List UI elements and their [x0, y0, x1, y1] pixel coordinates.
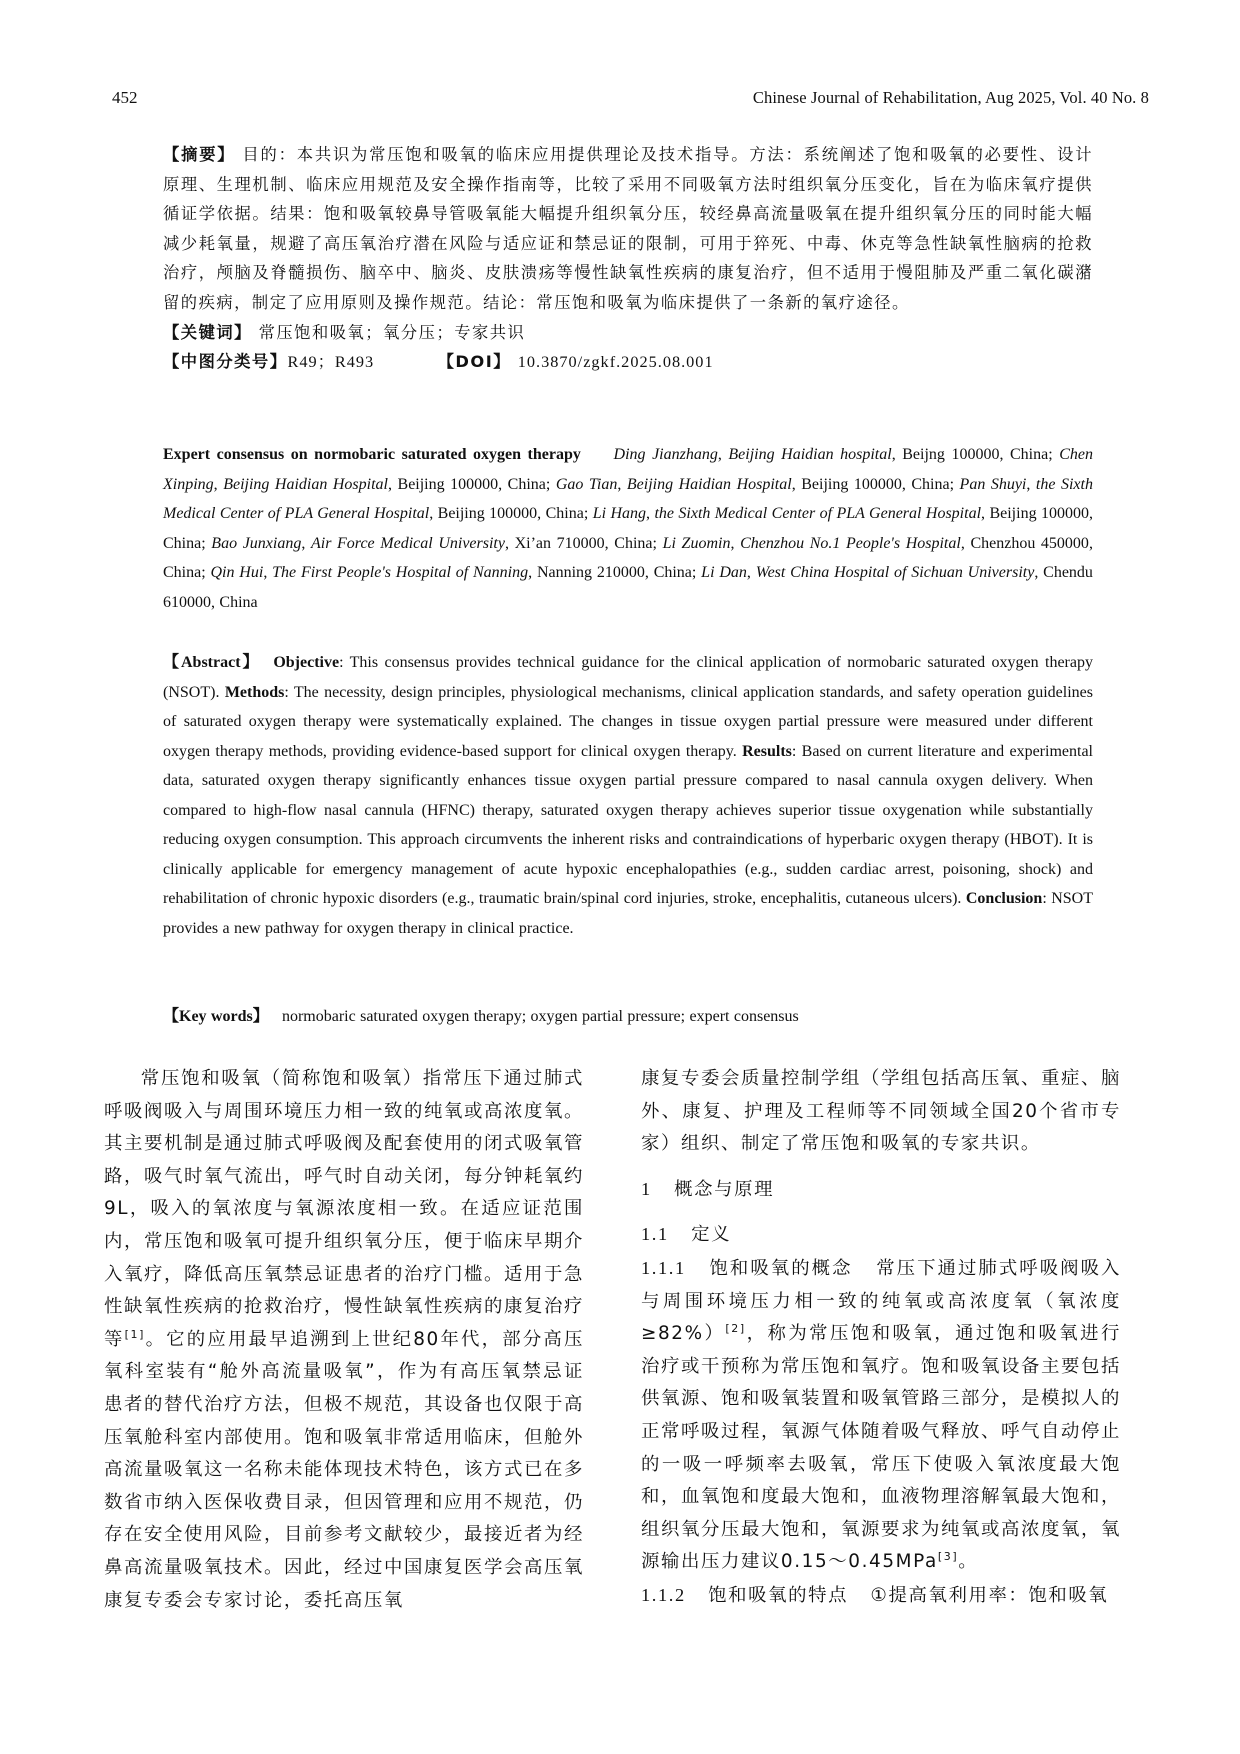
author-city: Beijng 100000 [902, 446, 1000, 463]
keywords-text: 常压饱和吸氧；氧分压；专家共识 [258, 322, 526, 342]
author-affiliation: Beijing Haidian Hospital [626, 475, 792, 493]
author-name: Chen Xinping [163, 446, 1093, 493]
author-affiliation: Beijing Haidian hospital [728, 446, 892, 463]
author-entry: Gao Tian, Beijing Haidian Hospital, Beijing 100000, China; [555, 475, 960, 493]
author-name: Pan Shuyi [959, 475, 1027, 493]
paragraph-text-a: 常压下通过肺式呼吸阀吸入与周围环境压力相一致的纯氧或高浓度氧（氧浓度≥82%） [641, 1257, 1122, 1345]
objective-label: Objective [273, 654, 340, 671]
section-1-heading [641, 1173, 1121, 1207]
author-entry: Li Hang, the Sixth Medical Center of PLA General Hospital, Beijing 100000, China; [163, 505, 1093, 552]
chinese-abstract [163, 140, 1093, 318]
author-city: Xi’an 710000 [514, 534, 605, 552]
author-city: Beijing 100000 [397, 475, 499, 493]
intro-paragraph [104, 1063, 584, 1617]
author-name: Li Hang [592, 505, 647, 522]
author-country: China [911, 475, 950, 493]
paragraph-text-c: 。 [958, 1551, 979, 1573]
page-header [112, 88, 1149, 108]
author-affiliation: Chenzhou No.1 People's Hospital [740, 534, 961, 552]
citation-ref: [3] [937, 1550, 959, 1564]
author-entry: Bao Junxiang, Air Force Medical University, Xi’an 710000, China; [211, 534, 663, 552]
author-name: Qin Hui [210, 564, 264, 581]
author-entry: Li Zuomin, Chenzhou No.1 People's Hospital, Chenzhou 450000, China; [163, 534, 1093, 581]
author-city: Nanning 210000 [536, 564, 645, 581]
section-number: 1.1.1 [641, 1257, 686, 1278]
author-city: Beijing 100000 [437, 505, 538, 522]
author-entry: Li Dan, West China Hospital of Sichuan University, Chendu 610000, China [163, 564, 1093, 611]
section-1-1-2-paragraph [641, 1579, 1121, 1613]
paragraph-text-b: ，称为常压饱和吸氧，通过饱和吸氧进行治疗或干预称为常压饱和氧疗。饱和吸氧设备主要包括供氧源、饱和吸氧装置和吸氧管路三部分，是模拟人的正常呼吸过程，氧源气体随着吸气释放、呼气自动停止的一吸一呼频率去吸氧，常压下使吸入氧浓度最大饱和，血氧饱和度最大饱和，血液物理溶解氧最大饱和，组织氧分压最大饱和，氧源要求为纯氧或高浓度氧，氧源输出压力建议0.15～0.45MPa [641, 1323, 1121, 1573]
author-affiliation: West China Hospital of Sichuan University [755, 564, 1035, 581]
english-keywords-label: 【Key words】 [163, 1008, 269, 1025]
author-country: China [545, 505, 584, 522]
results-label: Results [742, 742, 792, 760]
author-name: Gao Tian [555, 475, 618, 493]
author-list [163, 446, 1093, 611]
author-entry: Chen Xinping, Beijing Haidian Hospital, Beijing 100000, China; [163, 446, 1093, 493]
section-1-1-heading [641, 1218, 1121, 1252]
intro-continuation: 康复专委会质量控制学组（学组包括高压氧、重症、脑外、康复、护理及工程师等不同领域全国20个省市专家）组织、制定了常压饱和吸氧的专家共识。 [641, 1068, 1121, 1155]
author-city: Chenzhou 450000 [970, 534, 1089, 552]
author-country: China [163, 534, 202, 552]
author-city: Beijing 100000 [989, 505, 1089, 522]
section-number: 1.1 [641, 1224, 669, 1245]
author-entry: Ding Jianzhang, Beijing Haidian hospital, Beijng 100000, China; [613, 446, 1060, 463]
doi-value: 10.3870/zgkf.2025.08.001 [517, 351, 714, 371]
english-abstract-label: 【Abstract】 [163, 654, 261, 671]
paragraph-text: ①提高氧利用率：饱和吸氧 [870, 1584, 1109, 1606]
intro-text-b: 。它的应用最早追溯到上世纪80年代，部分高压氧科室装有“舱外高流量吸氧”，作为有高压氧禁忌证患者的替代治疗方法，但极不规范，其设备也仅限于高压氧舱科室内部使用。饱和吸氧非常适用临床，但舱外高流量吸氧这一名称未能体现技术特色，该方式已在多数省市纳入医保收费目录，但因管理和应用不规范，仍存在安全使用风险，目前参考文献较少，最接近者为经鼻高流量吸氧技术。因此，经过中国康复医学会高压氧康复专委会专家讨论，委托高压氧 [104, 1328, 584, 1611]
author-affiliation: Beijing Haidian Hospital [223, 475, 388, 493]
methods-label: Methods [224, 683, 285, 701]
classification-label: 【中图分类号】 [163, 351, 288, 371]
chinese-keywords [163, 318, 1093, 347]
author-name: Ding Jianzhang [613, 446, 718, 463]
chinese-abstract-section [163, 140, 1093, 376]
english-title-authors [163, 440, 1093, 617]
author-country: China [614, 534, 653, 552]
author-entry: Qin Hui, The First People's Hospital of Nanning, Nanning 210000, China; [210, 564, 702, 581]
journal-citation: Chinese Journal of Rehabilitation, Aug 2025, Vol. 40 No. 8 [752, 88, 1149, 107]
author-country: China [507, 475, 546, 493]
keywords-label: 【关键词】 [163, 322, 252, 342]
section-title: 定义 [691, 1224, 732, 1246]
page-number: 452 [112, 88, 138, 107]
section-title: 饱和吸氧的特点 [708, 1584, 849, 1606]
author-affiliation: Air Force Medical University [310, 534, 505, 552]
author-city: Beijing 100000 [801, 475, 902, 493]
author-city: Chendu 610000 [163, 564, 1093, 611]
conclusion-label: Conclusion [965, 890, 1043, 907]
intro-text-a: 常压饱和吸氧（简称饱和吸氧）指常压下通过肺式呼吸阀吸入与周围环境压力相一致的纯氧或高浓度氧。其主要机制是通过肺式呼吸阀及配套使用的闭式吸氧管路，吸气时氧气流出，呼气时自动关闭，每分钟耗氧约9L，吸入的氧浓度与氧源浓度相一致。在适应证范围内，常压饱和吸氧可提升组织氧分压，便于临床早期介入氧疗，降低高压氧禁忌证患者的治疗门槛。适用于急性缺氧性疾病的抢救治疗，慢性缺氧性疾病的康复治疗等 [104, 1068, 584, 1350]
author-name: Li Dan [701, 564, 747, 581]
body-column-right [641, 1063, 1121, 1613]
author-country: China [653, 564, 692, 581]
citation-ref: [2] [725, 1322, 746, 1336]
abstract-text: 目的：本共识为常压饱和吸氧的临床应用提供理论及技术指导。方法：系统阐述了饱和吸氧的必要性、设计原理、生理机制、临床应用规范及安全操作指南等，比较了采用不同吸氧方法时组织氧分压变化，旨在为临床氧疗提供循证学依据。结果：饱和吸氧较鼻导管吸氧能大幅提升组织氧分压，较经鼻高流量吸氧在提升组织氧分压的同时能大幅减少耗氧量，规避了高压氧治疗潜在风险与适应证和禁忌证的限制，可用于猝死、中毒、休克等急性缺氧性脑病的抢救治疗，颅脑及脊髓损伤、脑卒中、脑炎、皮肤溃疡等慢性缺氧性疾病的康复治疗，但不适用于慢阻肺及严重二氧化碳潴留的疾病，制定了应用原则及操作规范。结论：常压饱和吸氧为临床提供了一条新的氧疗途径。 [163, 145, 1093, 312]
objective-text: This consensus provides technical guidance for the clinical application of normobaric saturated oxygen therapy (NSOT). [163, 654, 1093, 701]
author-affiliation: The First People's Hospital of Nanning [272, 564, 529, 581]
author-name: Bao Junxiang [211, 534, 302, 552]
author-country: China [219, 593, 258, 611]
author-country: China [163, 564, 202, 581]
section-number: 1.1.2 [641, 1584, 686, 1605]
author-name: Li Zuomin [662, 534, 731, 552]
author-entry: Pan Shuyi, the Sixth Medical Center of PLA General Hospital, Beijing 100000, China; [163, 475, 1093, 522]
english-abstract: 【Abstract】 Objective: This consensus provides technical guidance for the clinical application of normobaric saturated oxygen therapy (NSOT). Methods: The necessity, design principles, physiological mechanisms, clinical application standards, and safety operation guidelines of saturated oxygen therapy were systematically explained. The changes in tissue oxygen partial pressure were measured under different oxygen therapy methods, providing evidence-based support for clinical oxygen therapy. Results: Based on current literature and experimental data, saturated oxygen therapy significantly enhances tissue oxygen partial pressure compared to nasal cannula oxygen delivery. When compared to high-flow nasal cannula (HFNC) therapy, saturated oxygen therapy achieves superior tissue oxygenation while substantially reducing oxygen consumption. This approach circumvents the inherent risks and contraindications of hyperbaric oxygen therapy (HBOT). It is clinically applicable for emergency management of acute hypoxic encephalopathies (e.g., sudden cardiac arrest, poisoning, shock) and rehabilitation of chronic hypoxic disorders (e.g., traumatic brain/spinal cord injuries, stroke, encephalitis, cutaneous ulcers). Conclusion: NSOT provides a new pathway for oxygen therapy in clinical practice. [163, 654, 1094, 937]
conclusion-text: NSOT provides a new pathway for oxygen therapy in clinical practice. [163, 890, 1093, 937]
section-1-1-1-paragraph [641, 1252, 1121, 1579]
body-column-left [104, 1063, 584, 1617]
section-number: 1 [641, 1178, 652, 1199]
author-affiliation: the Sixth Medical Center of PLA General Hospital [163, 475, 1093, 522]
author-country: China [1010, 446, 1049, 463]
author-affiliation: the Sixth Medical Center of PLA General Hospital [654, 505, 982, 522]
english-keywords-text: normobaric saturated oxygen therapy; oxygen partial pressure; expert consensus [281, 1008, 799, 1025]
classification-value: R49；R493 [287, 351, 375, 371]
results-text: Based on current literature and experimental data, saturated oxygen therapy significantly enhances tissue oxygen partial pressure compared to nasal cannula oxygen delivery. When compared to high-flow nasal cannula (HFNC) therapy, saturated oxygen therapy achieves superior tissue oxygenation while substantially reducing oxygen consumption. This approach circumvents the inherent risks and contraindications of hyperbaric oxygen therapy (HBOT). It is clinically applicable for emergency management of acute hypoxic encephalopathies (e.g., sudden cardiac arrest, poisoning, shock) and rehabilitation of chronic hypoxic disorders (e.g., traumatic brain/spinal cord injuries, stroke, encephalitis, cutaneous ulcers). [163, 742, 1093, 907]
abstract-label: 【摘要】 [163, 145, 236, 164]
citation-ref: [1] [124, 1327, 145, 1341]
english-keywords [163, 1002, 1093, 1032]
classification-line [163, 347, 1093, 376]
section-title: 饱和吸氧的概念 [709, 1257, 853, 1279]
doi-label: 【DOI】 [437, 351, 512, 371]
methods-text: The necessity, design principles, physiological mechanisms, clinical application standards, and safety operation guidelines of saturated oxygen therapy were systematically explained. The changes in tissue oxygen partial pressure were measured under different oxygen therapy methods, providing evidence-based support for clinical oxygen therapy. [163, 683, 1094, 760]
section-title: 概念与原理 [674, 1178, 775, 1200]
english-title: Expert consensus on normobaric saturated oxygen therapy [163, 446, 581, 463]
